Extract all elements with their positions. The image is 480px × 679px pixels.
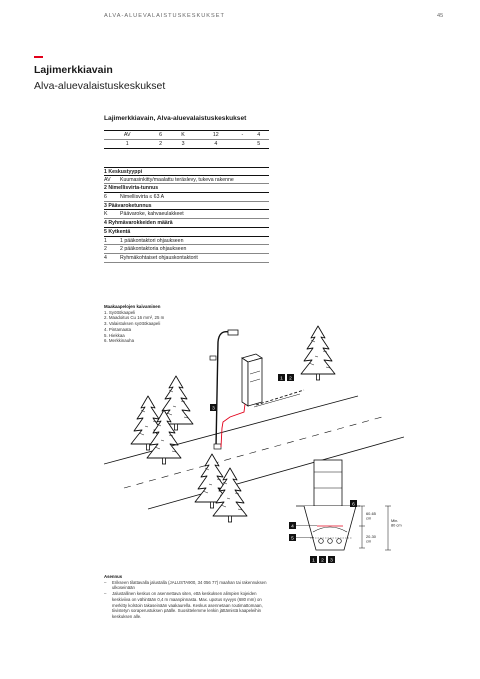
callout-label: 6 <box>352 502 355 508</box>
distribution-cabinet <box>242 354 262 406</box>
supply-cable <box>221 404 245 447</box>
spec-section-label: 1 Keskustyyppi <box>104 169 143 175</box>
trench-cross-section <box>296 460 402 550</box>
spec-code: 1 <box>104 237 107 244</box>
spec-row <box>104 210 269 219</box>
spec-section-header <box>104 202 269 211</box>
callout-box <box>289 522 296 530</box>
code-row <box>104 131 269 140</box>
spec-section-label: 4 Ryhmävarokkeiden määrä <box>104 220 173 227</box>
page-subtitle: Alva-aluevalaistuskeskukset <box>34 80 166 92</box>
callout-label: 2 <box>321 558 324 564</box>
spec-description: Ryhmäkohtaiset ohjauskontaktorit <box>120 254 198 261</box>
position-cell <box>236 140 248 149</box>
spec-code: 6 <box>104 194 107 201</box>
position-cell: 1 <box>104 140 150 149</box>
spec-code: 4 <box>104 254 107 261</box>
cable-legend-item: 5. Hiekkaa <box>104 332 125 338</box>
spec-description: Päävaroke, kahvaeulakkeet <box>120 211 184 218</box>
code-key-table <box>104 130 269 149</box>
ground-cable <box>256 390 304 405</box>
assembly-item: – Jalustallinen keskus on asennettava siten, että keskuksen alimpien kojeiden keskiviiva on vähintään 0,4 m maanpinnasta. Max. upotus syvyys (680 mm) on merkitty kolstoin takaseinään vaakaurella. Keskus asennetaan routimattomaan, tiivistetyn soraperustuksen päälle. Suosittelemme lenkin jättämistä kaapeleihin keskuksen alle. <box>104 591 276 620</box>
spec-description: 1 pääkontaktori ohjaukseen <box>120 237 184 244</box>
spec-row <box>104 176 269 185</box>
spec-description: 2 pääkontaktoria ohjaukseen <box>120 246 187 253</box>
street-light <box>210 330 238 449</box>
code-cell: 4 <box>248 131 269 140</box>
assembly-item-text: Erikseen tilattavalla jalustalla (JALUSTA900, 34 056 77) maahan tai rakennuksen ulkoseinään <box>112 579 267 591</box>
spec-row <box>104 254 269 263</box>
installation-illustration <box>104 309 404 574</box>
dimension-label-bottom: 20-30 cm <box>366 534 376 544</box>
callout-label: 5 <box>291 536 294 542</box>
road-edge <box>148 437 404 509</box>
position-row <box>104 140 269 149</box>
spec-section-header <box>104 228 269 237</box>
spec-row <box>104 245 269 254</box>
cable-legend-item: 3. Valaistuksen syöttökaapeli <box>104 321 161 327</box>
callout-box <box>328 556 335 564</box>
callout-label: 3 <box>212 406 215 412</box>
spec-code: K <box>104 211 108 218</box>
cable-legend-title: Maakaapelojen kaivaminen <box>104 304 161 309</box>
cable-legend-item: 6. Merkkinauha <box>104 338 135 344</box>
assembly-item: – Erikseen tilattavalla jalustalla (JALUSTA900, 34 056 77) maahan tai rakennuksen ulkoseinään <box>104 580 276 591</box>
code-cell: - <box>236 131 248 140</box>
callout-box <box>350 500 357 508</box>
code-key-title: Lajimerkkiavain, Alva-aluevalaistuskeskukset <box>104 115 247 122</box>
assembly-notes <box>104 574 276 620</box>
cable-legend-item: 4. Pintamaata <box>104 326 132 332</box>
callout-label: 3 <box>330 558 333 564</box>
code-cell: 6 <box>150 131 170 140</box>
callout-box <box>287 374 294 382</box>
cable-legend-item: 1. Syöttökaapeli <box>104 309 136 315</box>
callout-box <box>319 556 326 564</box>
spec-description: Nimellisvirta ≤ 63 A <box>120 194 165 201</box>
position-cell: 2 <box>150 140 170 149</box>
callout-box <box>278 374 285 382</box>
spec-table <box>104 167 269 263</box>
page-title: Lajimerkkiavain <box>34 64 113 76</box>
assembly-item-text: Jalustallinen keskus on asennettava siten, että keskuksen alimpien kojeiden keskiviiva on vähintään 0,4 m maanpinnasta. Max. upotus syvyys (680 mm) on merkitty kolstoin takaseinään vaakaurella. Keskus asennetaan routimattomaan, tiivistetyn soraperustuksen päälle. Suosittelemme lenkin jättämistä kaapeleihin keskuksen alle. <box>112 591 263 619</box>
assembly-title: Asennus <box>104 574 123 579</box>
code-cell: AV <box>104 131 150 140</box>
spec-code: AV <box>104 176 111 183</box>
cable-legend-item: 2. Maadoitus Cu 16 mm², 25 m <box>104 315 165 321</box>
callout-box <box>289 534 296 542</box>
position-cell: 3 <box>171 140 196 149</box>
spec-section-label: 3 Päävaroketunnus <box>104 202 152 209</box>
spec-section-label: 5 Kytkentä <box>104 228 131 235</box>
callout-label: 2 <box>289 376 292 382</box>
spec-row <box>104 193 269 202</box>
dimension-label-total: Min. 80 cm <box>391 518 402 528</box>
callout-box <box>210 404 217 412</box>
code-cell: K <box>171 131 196 140</box>
page-number: 45 <box>437 13 444 19</box>
accent-bar <box>34 56 43 58</box>
spec-section-header <box>104 219 269 228</box>
callout-label: 1 <box>280 376 283 382</box>
callout-box <box>310 556 317 564</box>
spec-code: 2 <box>104 246 107 253</box>
dimension-label-top: 60-65 cm <box>366 511 376 521</box>
callout-label: 1 <box>312 558 315 564</box>
spec-section-header <box>104 184 269 193</box>
spec-section-header <box>104 167 269 176</box>
spec-description: Kuumasinkitty/maalattu teräslevy, tukeva rakenne <box>120 176 234 183</box>
spec-row <box>104 237 269 246</box>
code-cell: 12 <box>195 131 236 140</box>
callout-label: 4 <box>291 524 294 530</box>
spec-section-label: 2 Nimellisvirta-tunnus <box>104 185 159 192</box>
position-cell: 4 <box>195 140 236 149</box>
position-cell: 5 <box>248 140 269 149</box>
running-header: ALVA-ALUEVALAISTUSKESKUKSET <box>104 13 225 19</box>
tree-icon <box>301 326 335 380</box>
